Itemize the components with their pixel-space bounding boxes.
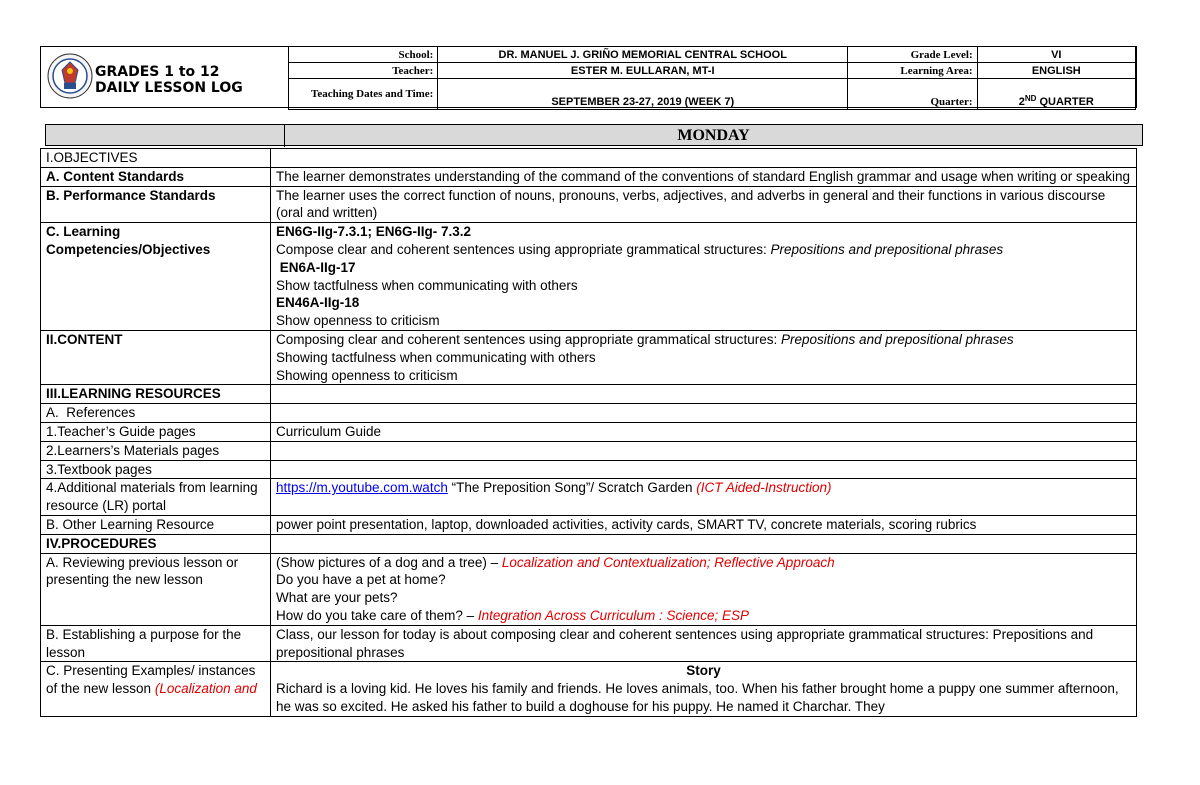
header-info-table [288, 46, 1136, 110]
school-value: DR. MANUEL J. GRIÑO MEMORIAL CENTRAL SCHOOL [438, 47, 848, 63]
table-row [41, 422, 1137, 441]
objectives-heading: I.OBJECTIVES [41, 149, 271, 168]
table-row [41, 625, 1137, 662]
additional-materials-label: 4.Additional materials from learning resource (LR) portal [41, 479, 271, 516]
competency-code-3: EN46A-IIg-18 [276, 295, 360, 311]
title-line-1: GRADES 1 to 12 [95, 64, 220, 80]
reviewing-line-1: (Show pictures of a dog and a tree) – Localization and Contextualization; Reflective Approach [276, 554, 835, 570]
content-line-1: Composing clear and coherent sentences using appropriate grammatical structures: Prepositions and prepositional phrases [276, 331, 1014, 347]
competency-code-1: EN6G-IIg-7.3.1; EN6G-IIg- 7.3.2 [276, 224, 472, 240]
table-row [41, 186, 1137, 223]
other-resource-label: B. Other Learning Resource [41, 515, 271, 534]
procedures-heading: IV.PROCEDURES [41, 534, 271, 553]
document-title [95, 64, 243, 96]
table-row [41, 534, 1137, 553]
additional-materials-cell: https://m.youtube.com.watch “The Preposition Song”/ Scratch Garden (ICT Aided-Instruction) [271, 479, 1137, 516]
table-row [41, 479, 1137, 516]
table-row [41, 553, 1137, 625]
header-box [40, 46, 1137, 108]
day-heading: MONDAY [677, 127, 750, 144]
teaching-dates-value: SEPTEMBER 23-27, 2019 (WEEK 7) [438, 79, 848, 110]
content-line-3: Showing openness to criticism [276, 367, 458, 383]
competency-text-2: Show tactfulness when communicating with others [276, 277, 578, 293]
reviewing-line-3: What are your pets? [276, 590, 398, 606]
competency-code-2: EN6A-IIg-17 [276, 259, 356, 275]
reviewing-cell [271, 553, 1137, 625]
content-line-2: Showing tactfulness when communicating with others [276, 349, 596, 365]
learning-resources-heading: III.LEARNING RESOURCES [41, 385, 271, 404]
teacher-label: Teacher: [289, 63, 438, 79]
purpose-label: B. Establishing a purpose for the lesson [41, 625, 271, 662]
table-row [41, 167, 1137, 186]
presenting-label: C. Presenting Examples/ instances of the new lesson (Localization and [41, 662, 271, 716]
references-label: A. References [41, 404, 271, 423]
deped-seal-icon [47, 53, 93, 99]
quarter-value [977, 79, 1135, 110]
table-row [41, 149, 1137, 168]
content-cell [271, 330, 1137, 384]
textbook-pages-label: 3.Textbook pages [41, 460, 271, 479]
quarter-number: 2 [1018, 96, 1025, 108]
content-standards-label: A. Content Standards [41, 167, 271, 186]
reviewing-line-4: How do you take care of them? – Integration Across Curriculum : Science; ESP [276, 607, 749, 623]
day-header-bar [45, 124, 1143, 146]
learners-materials-label: 2.Learners’s Materials pages [41, 441, 271, 460]
presenting-cell [271, 662, 1137, 716]
performance-standards-text: The learner uses the correct function of nouns, pronouns, verbs, adjectives, and adverbs in general and their functions in various discourse (oral and written) [271, 186, 1137, 223]
performance-standards-label: B. Performance Standards [41, 186, 271, 223]
content-standards-text: The learner demonstrates understanding of the command of the conventions of standard English grammar and usage when writing or speaking [271, 167, 1137, 186]
quarter-suffix: ND [1024, 94, 1037, 103]
school-label: School: [289, 47, 438, 63]
table-row [41, 385, 1137, 404]
youtube-link[interactable]: https://m.youtube.com.watch [276, 480, 448, 496]
competency-text-3: Show openness to criticism [276, 313, 440, 329]
table-row [41, 515, 1137, 534]
teachers-guide-label: 1.Teacher’s Guide pages [41, 422, 271, 441]
table-row [41, 223, 1137, 331]
competencies-label: C. Learning Competencies/Objectives [41, 223, 271, 331]
teaching-dates-label: Teaching Dates and Time: [289, 79, 438, 110]
table-row [41, 441, 1137, 460]
lesson-log-table [40, 148, 1137, 717]
table-row [41, 330, 1137, 384]
story-title: Story [686, 663, 721, 679]
teachers-guide-value: Curriculum Guide [271, 422, 1137, 441]
competency-text-1: Compose clear and coherent sentences using appropriate grammatical structures: Prepositions and prepositional phrases [276, 241, 1004, 257]
learning-area-value: ENGLISH [977, 63, 1135, 79]
grade-level-label: Grade Level: [848, 47, 977, 63]
competencies-cell [271, 223, 1137, 331]
quarter-label: Quarter: [848, 79, 977, 110]
purpose-text: Class, our lesson for today is about composing clear and coherent sentences using appropriate grammatical structures: Prepositions and prepositional phrases [271, 625, 1137, 662]
reviewing-line-2: Do you have a pet at home? [276, 572, 446, 588]
reviewing-label: A. Reviewing previous lesson or presenting the new lesson [41, 553, 271, 625]
other-resource-value: power point presentation, laptop, downloaded activities, activity cards, SMART TV, concrete materials, scoring rubrics [271, 515, 1137, 534]
content-label: II.CONTENT [41, 330, 271, 384]
grade-level-value: VI [977, 47, 1135, 63]
learning-area-label: Learning Area: [848, 63, 977, 79]
teacher-value: ESTER M. EULLARAN, MT-I [438, 63, 848, 79]
table-row [41, 404, 1137, 423]
table-row [41, 460, 1137, 479]
quarter-word: QUARTER [1036, 96, 1094, 108]
story-text: Richard is a loving kid. He loves his family and friends. He loves animals, too. When his father brought home a puppy one summer afternoon, he was so excited. He asked his father to build a doghouse for his puppy. He named it Charchar. They [276, 681, 1119, 714]
table-row [41, 662, 1137, 716]
title-line-2: DAILY LESSON LOG [95, 80, 243, 96]
